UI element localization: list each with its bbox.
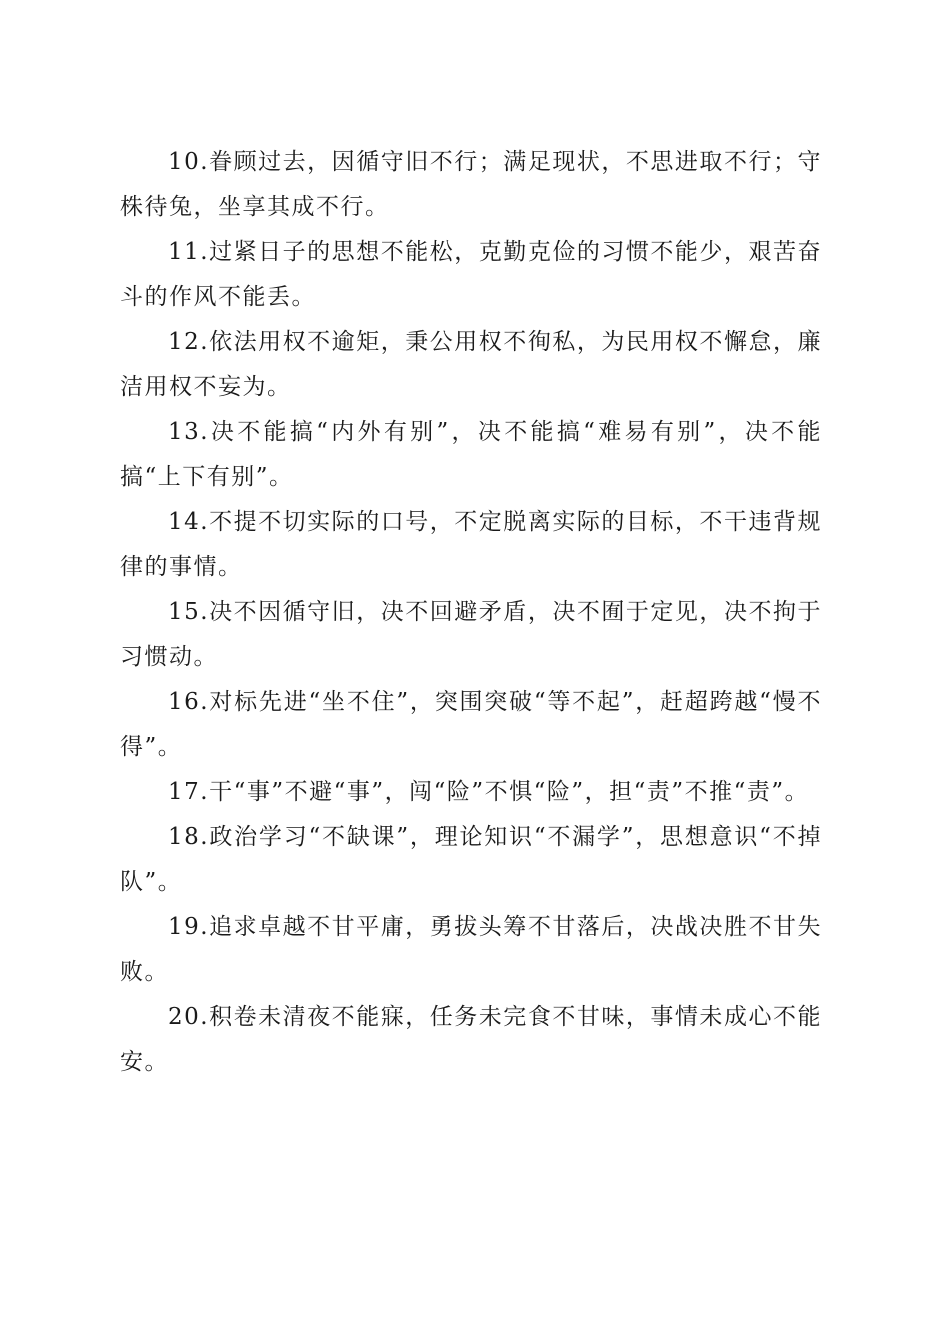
document-body <box>120 140 822 1085</box>
list-item-16: 16.对标先进“坐不住”，突围突破“等不起”，赶超跨越“慢不得”。 <box>120 689 822 760</box>
list-item-18: 18.政治学习“不缺课”，理论知识“不漏学”，思想意识“不掉队”。 <box>120 824 822 895</box>
list-item-10: 10.眷顾过去，因循守旧不行；满足现状，不思进取不行；守株待兔，坐享其成不行。 <box>120 149 822 220</box>
list-item-15: 15.决不因循守旧，决不回避矛盾，决不囿于定见，决不拘于习惯动。 <box>120 599 822 670</box>
list-item-14: 14.不提不切实际的口号，不定脱离实际的目标，不干违背规律的事情。 <box>120 509 822 580</box>
list-item-11: 11.过紧日子的思想不能松，克勤克俭的习惯不能少，艰苦奋斗的作风不能丢。 <box>120 239 822 310</box>
list-item-13: 13.决不能搞“内外有别”，决不能搞“难易有别”，决不能搞“上下有别”。 <box>120 419 822 490</box>
list-item-12: 12.依法用权不逾矩，秉公用权不徇私，为民用权不懈怠，廉洁用权不妄为。 <box>120 329 822 400</box>
list-item-17: 17.干“事”不避“事”，闯“险”不惧“险”，担“责”不推“责”。 <box>168 779 810 805</box>
list-item-20: 20.积卷未清夜不能寐，任务未完食不甘味，事情未成心不能安。 <box>120 1004 822 1075</box>
list-item-19: 19.追求卓越不甘平庸，勇拔头筹不甘落后，决战决胜不甘失败。 <box>120 914 822 985</box>
